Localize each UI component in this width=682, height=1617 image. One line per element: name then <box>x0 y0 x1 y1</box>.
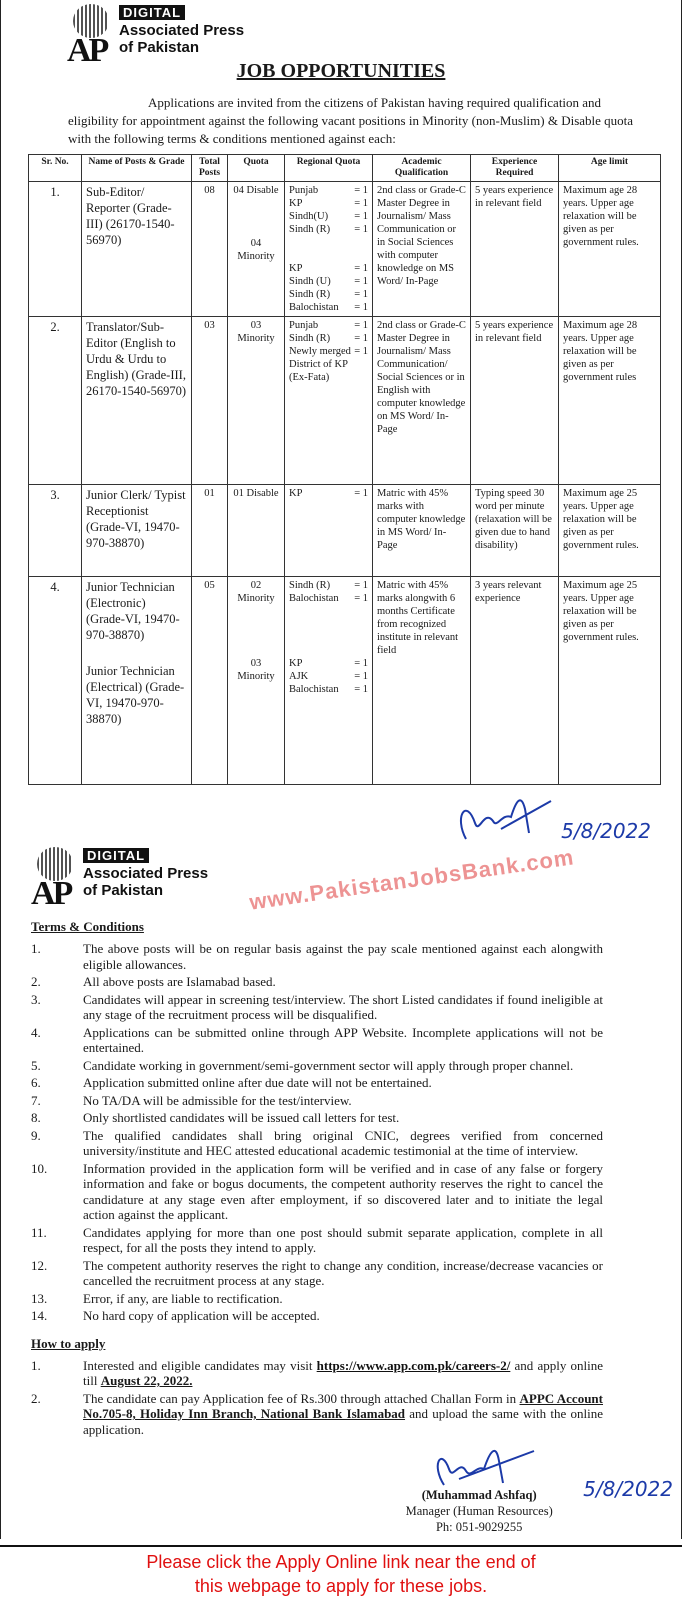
term-item <box>31 1291 603 1307</box>
term-item <box>31 1093 603 1109</box>
quota <box>228 485 285 577</box>
term-text: Candidate working in government/semi-government sector will apply through proper channel. <box>83 1057 574 1073</box>
table-row <box>29 182 661 317</box>
logo-name-2: of Pakistan <box>119 39 200 56</box>
age-limit: Maximum age 25 years. Upper age relaxation will be given as per government rules. <box>559 577 661 785</box>
term-item <box>31 974 603 990</box>
logo-badge: DIGITAL <box>83 848 149 863</box>
region: Balochistan <box>289 684 339 695</box>
region: Sindh (R) <box>289 580 331 591</box>
term-number: 5. <box>31 1057 41 1073</box>
region: Punjab <box>289 185 319 196</box>
region-count: = 1 <box>354 671 368 682</box>
watermark: www.PakistanJobsBank.com <box>247 844 576 915</box>
term-text: Candidates will appear in screening test/interview. The short Listed candidates if found ineligible at any stage of the recruitment process will be disqualified. <box>83 991 603 1022</box>
regional-quota <box>285 577 373 785</box>
academic-qualification: Matric with 45% marks alongwith 6 months Certificate from recognized institute in relevant field <box>373 577 471 785</box>
region-count: = 1 <box>354 185 368 196</box>
terms-list <box>31 941 603 1324</box>
regional-quota-entry <box>289 275 368 288</box>
app-logo <box>67 4 244 70</box>
regional-quota <box>285 485 373 577</box>
term-item <box>31 1110 603 1126</box>
post-title: Junior Clerk/ Typist Receptionist (Grade-VI, 19470-970-38870) <box>86 488 186 550</box>
table-header-row <box>29 155 661 182</box>
region-count: = 1 <box>354 276 368 287</box>
regional-quota-entry <box>289 288 368 301</box>
regional-quota-entry <box>289 184 368 197</box>
signer-title: Manager (Human Resources) <box>405 1504 553 1518</box>
term-number: 12. <box>31 1257 48 1273</box>
regional-quota-entry <box>289 579 368 592</box>
col-header: Age limit <box>559 155 661 182</box>
apply-notice-line1: Please click the Apply Online link near the end of <box>146 1552 536 1572</box>
regional-quota-entry <box>289 197 368 210</box>
term-item <box>31 1161 603 1223</box>
regional-quota <box>285 182 373 317</box>
signer-block <box>379 1439 579 1535</box>
term-text: The competent authority reserves the right to change any condition, increase/decrease vacancies or cancelled the recruitment process at any stage. <box>83 1257 603 1288</box>
term-text: No hard copy of application will be accepted. <box>83 1308 320 1323</box>
term-number: 2. <box>31 974 41 989</box>
region-count: = 1 <box>354 684 368 695</box>
regional-quota-entry <box>289 223 368 236</box>
globe-logo-icon: AP <box>31 847 79 913</box>
post-name <box>82 317 192 485</box>
term-item <box>31 1075 603 1091</box>
col-header: Name of Posts & Grade <box>82 155 192 182</box>
quota <box>228 317 285 485</box>
logo-badge: DIGITAL <box>119 5 185 20</box>
region-count: = 1 <box>354 211 368 222</box>
total-posts: 03 <box>192 317 228 485</box>
term-item <box>31 1128 603 1159</box>
post-title: Junior Technician (Electronic) (Grade-VI, 19470-970-38870) <box>86 580 180 642</box>
sr-no: 2. <box>29 317 82 485</box>
signature-1 <box>451 787 561 843</box>
term-number: 1. <box>31 941 41 956</box>
region-count: = 1 <box>354 580 368 591</box>
academic-qualification: 2nd class or Grade-C Master Degree in Journalism/ Mass Communication or in Social Sciences with computer knowledge on MS Word/ In-Page <box>373 182 471 317</box>
region-count: = 1 <box>354 263 368 274</box>
intro-text: Applications are invited from the citizens of Pakistan having required qualification and eligibility for appointment against the following vacant positions in Minority (non-Muslim) & Disable quota with the following terms & conditions mentioned against each: <box>68 95 634 146</box>
post-name <box>82 485 192 577</box>
regional-quota-entry <box>289 487 368 500</box>
bank-account: APPC Account No.705-8, Holiday Inn Branch, National Bank Islamabad <box>83 1390 603 1421</box>
term-number: 14. <box>31 1308 48 1323</box>
signer-phone: Ph: 051-9029255 <box>435 1520 523 1534</box>
experience-required: 3 years relevant experience <box>471 577 559 785</box>
regional-quota-entry <box>289 657 368 670</box>
term-number: 7. <box>31 1092 41 1108</box>
term-item <box>31 1258 603 1289</box>
terms-heading: Terms & Conditions <box>31 919 144 934</box>
total-posts: 08 <box>192 182 228 317</box>
col-header: Quota <box>228 155 285 182</box>
sr-no: 1. <box>29 182 82 317</box>
region-count: = 1 <box>354 289 368 300</box>
quota-value: 02 Minority <box>237 580 275 604</box>
experience-required: 5 years experience in relevant field <box>471 317 559 485</box>
academic-qualification: Matric with 45% marks with computer knowledge in MS Word/ In-Page <box>373 485 471 577</box>
total-posts: 05 <box>192 577 228 785</box>
total-posts: 01 <box>192 485 228 577</box>
post-name <box>82 577 192 785</box>
table-row <box>29 317 661 485</box>
logo-name: Associated Press <box>119 22 245 39</box>
quota <box>228 577 285 785</box>
term-number: 13. <box>31 1290 48 1306</box>
region: Newly merged District of KP (Ex-Fata) <box>289 346 351 383</box>
term-number: 11. <box>31 1224 47 1240</box>
age-limit: Maximum age 25 years. Upper age relaxation will be given as per government rules. <box>559 485 661 577</box>
sr-no: 3. <box>29 485 82 577</box>
region-count: = 1 <box>354 593 368 604</box>
region: Punjab <box>289 320 319 331</box>
regional-quota-entry <box>289 670 368 683</box>
region-count: = 1 <box>354 488 368 499</box>
quota-value: 03 Minority <box>237 658 275 682</box>
term-number: 10. <box>31 1160 48 1176</box>
logo-name-2: of Pakistan <box>83 882 164 899</box>
col-header: Experience Required <box>471 155 559 182</box>
quota-value: 01 Disable <box>233 488 279 499</box>
regional-quota <box>285 317 373 485</box>
post-name <box>82 182 192 317</box>
region-count: = 1 <box>354 320 368 331</box>
regional-quota-entry <box>289 210 368 223</box>
jobs-table <box>28 154 661 785</box>
col-header: Regional Quota <box>285 155 373 182</box>
term-item <box>31 1225 603 1256</box>
region: Sindh(U) <box>289 211 329 222</box>
term-text: Error, if any, are liable to rectification. <box>83 1290 283 1306</box>
age-limit: Maximum age 28 years. Upper age relaxation will be given as per government rules <box>559 317 661 485</box>
regional-quota-entry <box>289 683 368 696</box>
region: KP <box>289 488 303 499</box>
app-logo-2 <box>31 847 208 913</box>
quota-value: 04 Disable <box>233 185 279 196</box>
quota <box>228 182 285 317</box>
term-item <box>31 1058 603 1074</box>
regional-quota-entry <box>289 262 368 275</box>
col-header: Sr. No. <box>29 155 82 182</box>
deadline-date: August 22, 2022. <box>100 1373 193 1388</box>
term-text: Only shortlisted candidates will be issued call letters for test. <box>83 1110 400 1125</box>
region-count: = 1 <box>354 302 368 313</box>
careers-link[interactable]: https://www.app.com.pk/careers-2/ <box>316 1357 511 1373</box>
region: Sindh (R) <box>289 224 331 235</box>
region-count: = 1 <box>354 346 368 357</box>
signature-date-2: 5/8/2022 <box>583 1477 673 1501</box>
regional-quota-entry <box>289 592 368 605</box>
apply-notice <box>0 1547 682 1602</box>
table-row <box>29 485 661 577</box>
term-number: 9. <box>31 1127 41 1143</box>
signature-block-2 <box>1 1439 681 1535</box>
globe-logo-icon: AP <box>67 4 115 70</box>
col-header: Academic Qualification <box>373 155 471 182</box>
term-text: No TA/DA will be admissible for the test/interview. <box>83 1092 352 1108</box>
academic-qualification: 2nd class or Grade-C Master Degree in Journalism/ Mass Communication/ Social Sciences or in English with computer knowledge on MS Word/ In-Page <box>373 317 471 485</box>
region: KP <box>289 198 303 209</box>
region: AJK <box>289 671 309 682</box>
region: Sindh (R) <box>289 333 331 344</box>
term-number: 3. <box>31 991 41 1007</box>
term-item <box>31 941 603 972</box>
post-title: Junior Technician (Electrical) (Grade-VI, 19470-970-38870) <box>86 664 185 726</box>
signer-name: (Muhammad Ashfaq) <box>421 1488 537 1502</box>
term-text: The qualified candidates shall bring original CNIC, degrees verified from concerned university/institute and HEC attested educational academic testimonial at the time of interview. <box>83 1127 603 1158</box>
region-count: = 1 <box>354 658 368 669</box>
page-title: JOB OPPORTUNITIES <box>236 60 446 82</box>
experience-required: 5 years experience in relevant field <box>471 182 559 317</box>
regional-quota-entry <box>289 345 368 384</box>
term-text: Candidates applying for more than one post should submit separate application, complete in all respect, for all the posts they intend to apply. <box>83 1224 603 1255</box>
region: KP <box>289 263 303 274</box>
term-text: The above posts will be on regular basis against the pay scale mentioned against each alongwith eligible allowances. <box>83 941 603 972</box>
region: Balochistan <box>289 302 339 313</box>
term-text: Application submitted online after due date will not be entertained. <box>83 1075 432 1090</box>
term-text: Information provided in the application form will be verified and in case of any false or forgery information and fake or bogus documents, the competent authority reserves the right to cancel the candidature at any stage even after employment, if so discovered later and to initiate the legal action against the applicant. <box>83 1160 603 1222</box>
term-item <box>31 1308 603 1324</box>
apply-item: 2. The candidate can pay Application fee of Rs.300 through attached Challan Form in APPC Account No.705-8, Holiday Inn Branch, National Bank Islamabad and upload the same with the online application. <box>31 1390 603 1437</box>
quota-value: 04 Minority <box>237 238 275 262</box>
region-count: = 1 <box>354 333 368 344</box>
region: Sindh (R) <box>289 289 331 300</box>
col-header: Total Posts <box>192 155 228 182</box>
region: Sindh (U) <box>289 276 331 287</box>
age-limit: Maximum age 28 years. Upper age relaxation will be given as per government rules. <box>559 182 661 317</box>
how-to-apply-heading: How to apply <box>31 1335 106 1351</box>
term-text: All above posts are Islamabad based. <box>83 974 276 989</box>
experience-required: Typing speed 30 word per minute (relaxation will be given due to hand disability) <box>471 485 559 577</box>
regional-quota-entry <box>289 301 368 314</box>
region: Balochistan <box>289 593 339 604</box>
term-item <box>31 992 603 1023</box>
region-count: = 1 <box>354 224 368 235</box>
logo-name: Associated Press <box>83 865 209 882</box>
signature-block-1 <box>1 785 681 843</box>
term-number: 8. <box>31 1110 41 1125</box>
regional-quota-entry <box>289 319 368 332</box>
apply-notice-line2: this webpage to apply for these jobs. <box>194 1576 488 1596</box>
region: KP <box>289 658 303 669</box>
term-text: Applications can be submitted online through APP Website. Incomplete applications will not be entertained. <box>83 1024 603 1055</box>
term-number: 6. <box>31 1075 41 1090</box>
apply-item: 1. Interested and eligible candidates may visit https://www.app.com.pk/careers-2/ and apply online till August 22, 2022. <box>31 1357 603 1388</box>
term-item <box>31 1025 603 1056</box>
apply-list <box>31 1358 603 1438</box>
signature-2 <box>419 1439 539 1487</box>
post-title: Translator/Sub-Editor (English to Urdu & Urdu to English) (Grade-III, 26170-1540-56970) <box>86 320 186 398</box>
sr-no: 4. <box>29 577 82 785</box>
term-number: 4. <box>31 1024 41 1040</box>
table-row <box>29 577 661 785</box>
quota-value: 03 Minority <box>237 320 275 344</box>
post-title: Sub-Editor/ Reporter (Grade-III) (26170-1540-56970) <box>86 185 175 247</box>
signature-date-1: 5/8/2022 <box>561 819 651 843</box>
regional-quota-entry <box>289 332 368 345</box>
region-count: = 1 <box>354 198 368 209</box>
